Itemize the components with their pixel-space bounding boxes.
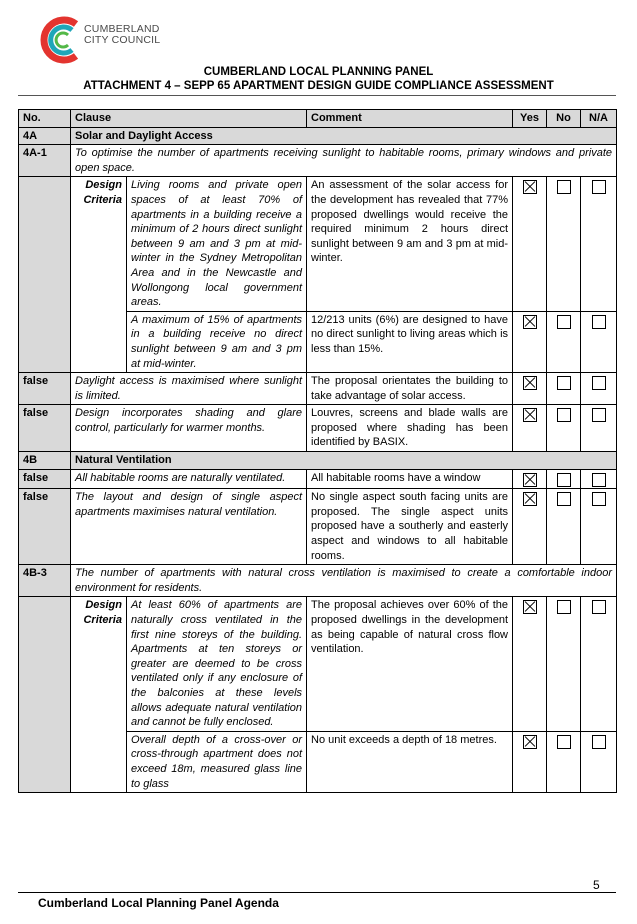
clause-number: false xyxy=(19,373,71,405)
objective-row-4B-3 xyxy=(19,565,617,597)
no-checkbox[interactable] xyxy=(557,735,571,749)
design-criteria-label: Design Criteria xyxy=(71,177,127,373)
yes-cell xyxy=(513,489,547,565)
no-cell xyxy=(547,597,581,731)
section-number: 4A xyxy=(19,127,71,145)
comment-text: 12/213 units (6%) are designed to have no direct sunlight to living areas which is less than 15%. xyxy=(307,311,513,372)
footer-rule xyxy=(18,892,616,893)
clause-row-4A-3 xyxy=(19,405,617,452)
no-cell xyxy=(547,489,581,565)
na-cell xyxy=(581,731,617,792)
na-checkbox[interactable] xyxy=(592,180,606,194)
na-checkbox[interactable] xyxy=(592,376,606,390)
header-yes: Yes xyxy=(513,110,547,128)
design-criteria-label: Design Criteria xyxy=(71,597,127,793)
clause-row-4A-2 xyxy=(19,373,617,405)
no-checkbox[interactable] xyxy=(557,376,571,390)
comment-text: No unit exceeds a depth of 18 metres. xyxy=(307,731,513,792)
no-cell xyxy=(547,311,581,372)
yes-checkbox[interactable] xyxy=(523,735,537,749)
comment-text: An assessment of the solar access for the development has revealed that 77% proposed dwellings would receive the required minimum 2 hours direct sunlight between 9 am and 3 pm at mid-winter. xyxy=(307,177,513,311)
na-checkbox[interactable] xyxy=(592,473,606,487)
na-checkbox[interactable] xyxy=(592,315,606,329)
na-cell xyxy=(581,489,617,565)
na-checkbox[interactable] xyxy=(592,408,606,422)
section-row-4B xyxy=(19,452,617,470)
no-checkbox[interactable] xyxy=(557,600,571,614)
yes-checkbox[interactable] xyxy=(523,600,537,614)
comment-text: The proposal achieves over 60% of the proposed dwellings in the development as being capable of natural cross flow ventilation. xyxy=(307,597,513,731)
clause-number-cell xyxy=(19,177,71,373)
criteria-row-4B-3a xyxy=(19,597,617,731)
clause-text: Design incorporates shading and glare control, particularly for warmer months. xyxy=(71,405,307,452)
section-number: 4B xyxy=(19,452,71,470)
yes-checkbox[interactable] xyxy=(523,408,537,422)
header-na: N/A xyxy=(581,110,617,128)
yes-checkbox[interactable] xyxy=(523,180,537,194)
clause-number: false xyxy=(19,405,71,452)
yes-cell xyxy=(513,597,547,731)
comment-text: Louvres, screens and blade walls are proposed where shading has been identified by BASIX. xyxy=(307,405,513,452)
criteria-text: Living rooms and private open spaces of at least 70% of apartments in a building receive a minimum of 2 hours direct sunlight between 9 am and 3 pm at mid-winter in the Sydney Metropolitan Area and in the Newcastle and Wollongong local government areas. xyxy=(127,177,307,311)
panel-title: CUMBERLAND LOCAL PLANNING PANEL xyxy=(203,66,434,78)
yes-cell xyxy=(513,469,547,489)
clause-row-4B-2 xyxy=(19,489,617,565)
yes-checkbox[interactable] xyxy=(523,473,537,487)
na-checkbox[interactable] xyxy=(592,600,606,614)
yes-cell xyxy=(513,311,547,372)
logo-line-2: CITY COUNCIL xyxy=(84,34,161,46)
yes-checkbox[interactable] xyxy=(523,315,537,329)
no-checkbox[interactable] xyxy=(557,408,571,422)
page-number: 5 xyxy=(593,878,600,892)
na-checkbox[interactable] xyxy=(592,735,606,749)
clause-text: Daylight access is maximised where sunlight is limited. xyxy=(71,373,307,405)
clause-text: All habitable rooms are naturally ventilated. xyxy=(71,469,307,489)
no-checkbox[interactable] xyxy=(557,315,571,329)
no-cell xyxy=(547,731,581,792)
na-cell xyxy=(581,373,617,405)
footer-agenda: Cumberland Local Planning Panel Agenda xyxy=(38,896,279,910)
na-cell xyxy=(581,311,617,372)
header-clause: Clause xyxy=(71,110,307,128)
yes-checkbox[interactable] xyxy=(523,492,537,506)
header-comment: Comment xyxy=(307,110,513,128)
clause-number: false xyxy=(19,489,71,565)
criteria-row-4A-1a xyxy=(19,177,617,311)
na-cell xyxy=(581,597,617,731)
criteria-text: At least 60% of apartments are naturally cross ventilated in the first nine storeys of the building. Apartments at ten storeys or greater are deemed to be cross ventilated only if any enclosure of the balconies at these levels allows adequate natural ventilation and cannot be fully enclosed. xyxy=(127,597,307,731)
objective-text: The number of apartments with natural cross ventilation is maximised to create a comfortable indoor environment for residents. xyxy=(71,565,617,597)
clause-number: false xyxy=(19,469,71,489)
na-checkbox[interactable] xyxy=(592,492,606,506)
no-checkbox[interactable] xyxy=(557,180,571,194)
clause-text: The layout and design of single aspect apartments maximises natural ventilation. xyxy=(71,489,307,565)
yes-cell xyxy=(513,405,547,452)
clause-number: 4A-1 xyxy=(19,145,71,177)
comment-text: All habitable rooms have a window xyxy=(307,469,513,489)
clause-number-cell xyxy=(19,597,71,793)
table-header-row xyxy=(19,110,617,128)
section-title: Solar and Daylight Access xyxy=(71,127,617,145)
section-title: Natural Ventilation xyxy=(71,452,617,470)
section-row-4A xyxy=(19,127,617,145)
no-checkbox[interactable] xyxy=(557,492,571,506)
compliance-table xyxy=(18,109,617,793)
header-no: No. xyxy=(19,110,71,128)
council-logo-mark xyxy=(36,14,84,66)
yes-cell xyxy=(513,177,547,311)
clause-number: 4B-3 xyxy=(19,565,71,597)
na-cell xyxy=(581,177,617,311)
attachment-title: ATTACHMENT 4 – SEPP 65 APARTMENT DESIGN GUIDE COMPLIANCE ASSESSMENT xyxy=(83,80,554,92)
no-cell xyxy=(547,469,581,489)
no-cell xyxy=(547,405,581,452)
yes-cell xyxy=(513,373,547,405)
no-checkbox[interactable] xyxy=(557,473,571,487)
council-logo-text xyxy=(84,24,160,46)
yes-cell xyxy=(513,731,547,792)
no-cell xyxy=(547,373,581,405)
comment-text: No single aspect south facing units are proposed. The single aspect units proposed have a southerly and easterly aspect and windows to all habitable rooms. xyxy=(307,489,513,565)
criteria-text: Overall depth of a cross-over or cross-through apartment does not exceed 18m, measured glass line to glass xyxy=(127,731,307,792)
na-cell xyxy=(581,405,617,452)
header-rule xyxy=(18,95,616,96)
header-no-col: No xyxy=(547,110,581,128)
no-cell xyxy=(547,177,581,311)
criteria-text: A maximum of 15% of apartments in a building receive no direct sunlight between 9 am and 3 pm at mid-winter. xyxy=(127,311,307,372)
clause-row-4B-1 xyxy=(19,469,617,489)
logo-line-1: CUMBERLAND xyxy=(84,23,160,35)
na-cell xyxy=(581,469,617,489)
objective-row-4A-1 xyxy=(19,145,617,177)
objective-text: To optimise the number of apartments receiving sunlight to habitable rooms, primary windows and private open space. xyxy=(71,145,617,177)
yes-checkbox[interactable] xyxy=(523,376,537,390)
comment-text: The proposal orientates the building to take advantage of solar access. xyxy=(307,373,513,405)
